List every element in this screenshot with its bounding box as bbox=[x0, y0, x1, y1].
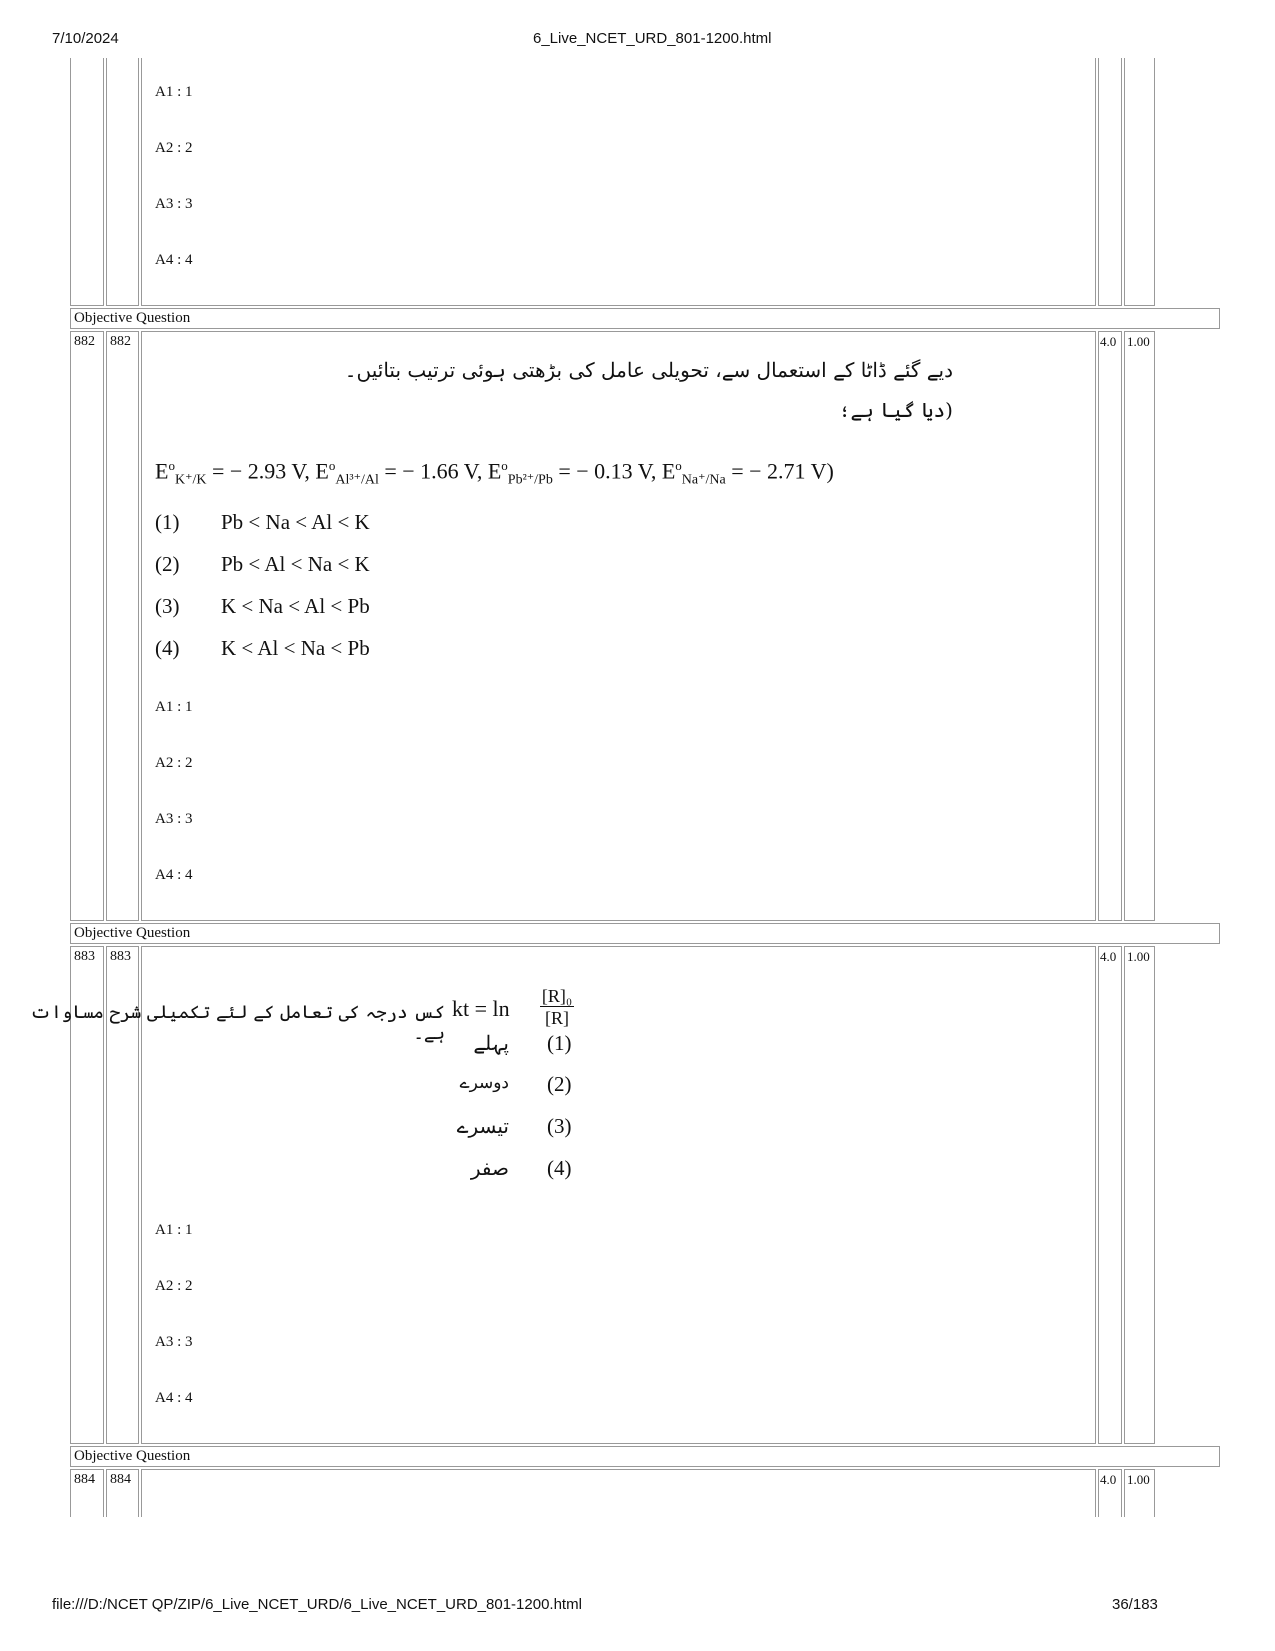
section-label: Objective Question bbox=[70, 923, 1220, 944]
question-id: 884 bbox=[106, 1469, 139, 1517]
marks: 4.0 bbox=[1098, 1469, 1122, 1517]
marks: 4.0 bbox=[1098, 946, 1122, 1444]
answer-option: A4 : 4 bbox=[155, 1390, 193, 1406]
question-number: 883 bbox=[70, 946, 104, 1444]
answer-option: A2 : 2 bbox=[155, 1278, 193, 1294]
page-number: 36/183 bbox=[1112, 1596, 1158, 1613]
option-text: صفر bbox=[470, 1156, 509, 1180]
answer-option: A3 : 3 bbox=[155, 811, 193, 827]
marks-cell bbox=[1098, 58, 1122, 306]
question-text: کس درجہ کی تعامل کے لئے تکمیلی شرح مساوات ہے۔ bbox=[30, 1002, 445, 1044]
option-number: (4) bbox=[547, 1156, 572, 1180]
document-title: 6_Live_NCET_URD_801-1200.html bbox=[533, 30, 772, 47]
option-text: K < Al < Na < Pb bbox=[221, 636, 370, 660]
option-text: پہلے bbox=[473, 1031, 509, 1055]
question-text-given: (دیا گیا ہے؛ bbox=[838, 398, 953, 422]
negative-marks: 1.00 bbox=[1124, 946, 1155, 1444]
option-text: K < Na < Al < Pb bbox=[221, 594, 370, 618]
answer-option: A4 : 4 bbox=[155, 867, 193, 883]
answer-option: A2 : 2 bbox=[155, 755, 193, 771]
option-text: تیسرے bbox=[456, 1114, 509, 1138]
question-text: دیے گئے ڈاٹا کے استعمال سے، تحویلی عامل کی بڑھتی ہوئی ترتیب بتائیں۔ bbox=[344, 358, 953, 382]
equation-fraction: [R]₀ [R] bbox=[541, 986, 573, 1028]
print-date: 7/10/2024 bbox=[52, 30, 119, 47]
answer-option: A2 : 2 bbox=[155, 140, 193, 156]
negative-marks: 1.00 bbox=[1124, 1469, 1155, 1517]
section-label: Objective Question bbox=[70, 308, 1220, 329]
question-cell bbox=[141, 58, 1096, 306]
question-id: 882 bbox=[106, 331, 139, 921]
answer-option: A1 : 1 bbox=[155, 1222, 193, 1238]
number-cell bbox=[106, 58, 139, 306]
answer-option: A1 : 1 bbox=[155, 699, 193, 715]
electrode-potentials: $E^o_{K^+/K}$ = − 2.93 V, $E^o_{Al^{3+}/Al}$ = − 1.66 V, $E^o_{Pb^{2+}/Pb}$ = − 0.13 V, $E^o_{Na^+/Na}$ = − 2.71 V) bbox=[155, 458, 834, 488]
option-text: Pb < Al < Na < K bbox=[221, 552, 370, 576]
option-number: (1) bbox=[155, 510, 180, 534]
option-text: Pb < Na < Al < K bbox=[221, 510, 370, 534]
answer-option: A1 : 1 bbox=[155, 84, 193, 100]
option-text: دوسرے bbox=[459, 1073, 509, 1093]
number-cell bbox=[70, 58, 104, 306]
option-number: (2) bbox=[547, 1072, 572, 1096]
option-number: (2) bbox=[155, 552, 180, 576]
negative-marks: 1.00 bbox=[1124, 331, 1155, 921]
question-number: 882 bbox=[70, 331, 104, 921]
answer-option: A4 : 4 bbox=[155, 252, 193, 268]
option-number: (1) bbox=[547, 1031, 572, 1055]
file-path: file:///D:/NCET QP/ZIP/6_Live_NCET_URD/6_Live_NCET_URD_801-1200.html bbox=[52, 1596, 582, 1613]
section-label: Objective Question bbox=[70, 1446, 1220, 1467]
answer-option: A3 : 3 bbox=[155, 196, 193, 212]
question-cell bbox=[141, 1469, 1096, 1517]
option-number: (3) bbox=[547, 1114, 572, 1138]
question-id: 883 bbox=[106, 946, 139, 1444]
option-number: (3) bbox=[155, 594, 180, 618]
negative-marks-cell bbox=[1124, 58, 1155, 306]
answer-option: A3 : 3 bbox=[155, 1334, 193, 1350]
rate-equation: kt = ln bbox=[452, 996, 510, 1021]
marks: 4.0 bbox=[1098, 331, 1122, 921]
option-number: (4) bbox=[155, 636, 180, 660]
question-number: 884 bbox=[70, 1469, 104, 1517]
